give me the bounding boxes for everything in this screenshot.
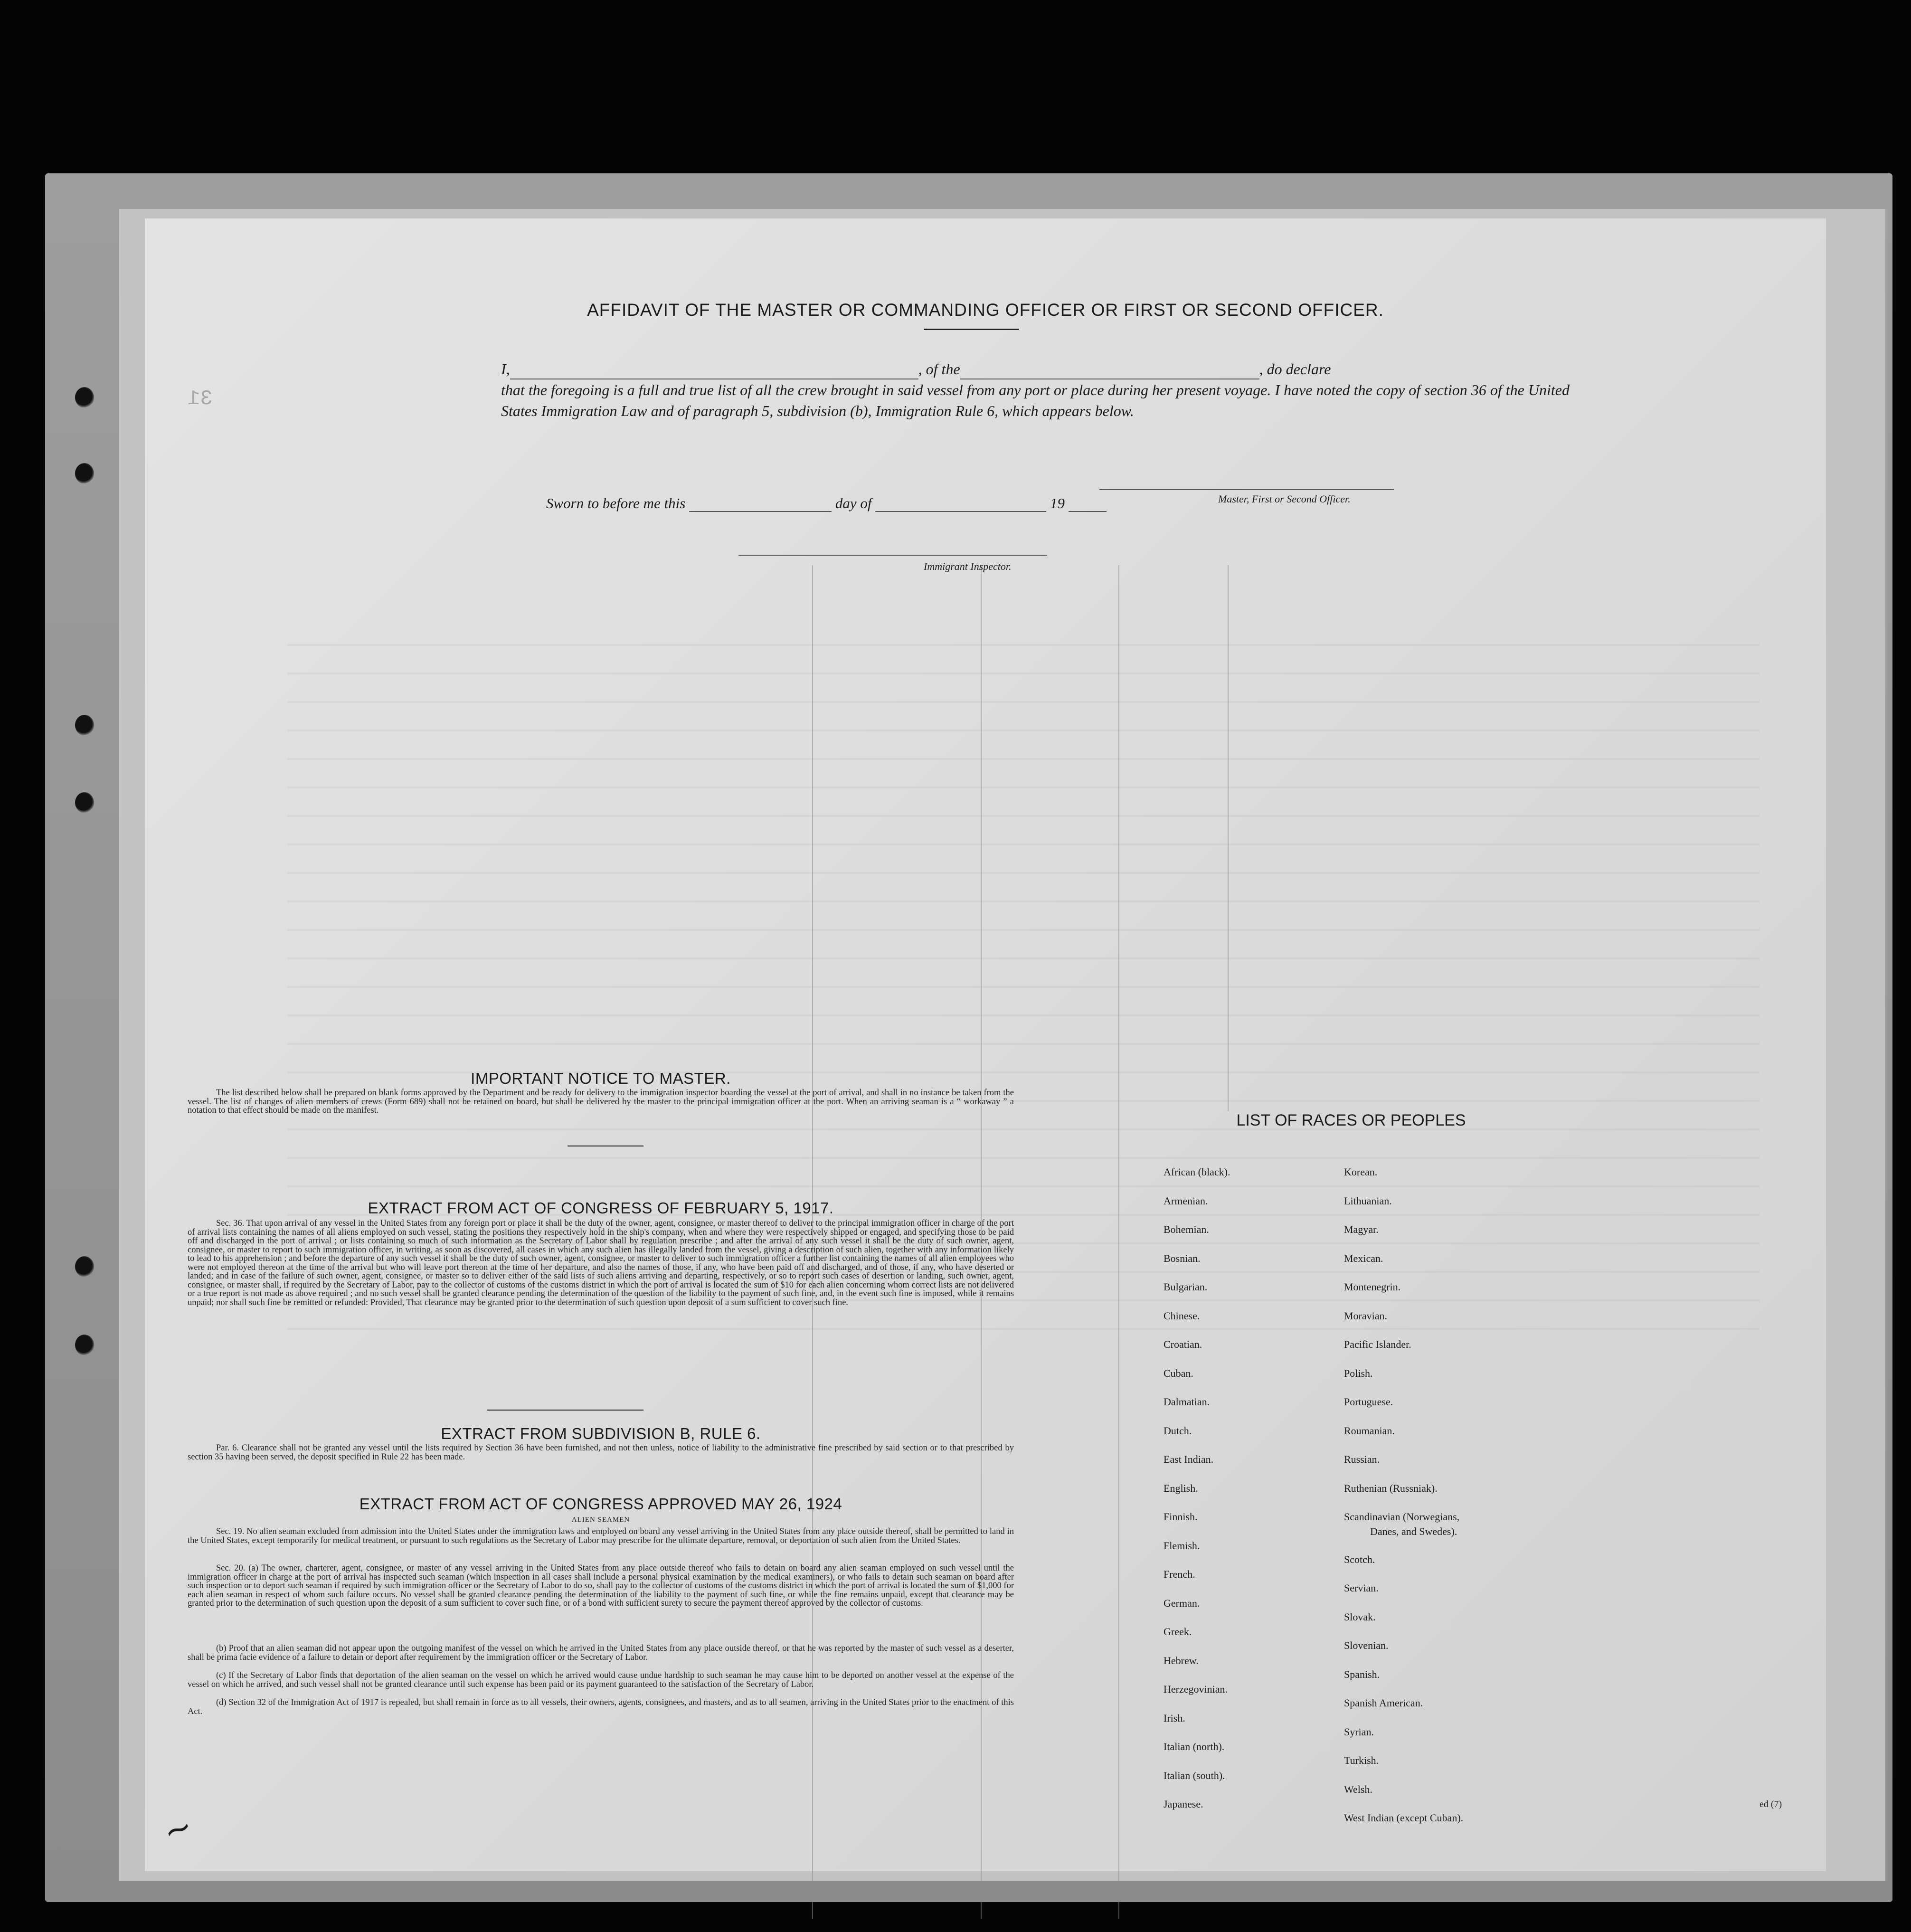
sworn-label: Sworn to before me this <box>546 495 686 511</box>
year-prefix: 19 <box>1050 495 1065 511</box>
inspector-signature-field[interactable] <box>738 540 1047 556</box>
extract-1917-text: Sec. 36. That upon arrival of any vessel in the United States from any foreign port or place it shall be the duty of the owner, agent, consignee, or master thereof to deliver to the principal immigration officer in charge of the port of arrival lists containing the names of all aliens employed on such vessel, stating the positions they respectively hold in the ship's company, when and where they were respectively shipped or engaged, and specifying those to be paid off and discharged in the port of arrival ; or lists containing so much of such information as the Secretary of Labor shall by regulation prescribe ; and after the arrival of any such vessel it shall be the duty of such owner, agent, consignee, or master to report to such immigration officer, in writing, as soon as discovered, all cases in which any such alien has illegally landed from the vessel, giving a description of such alien, together with any information likely to lead to his apprehension ; and before the departure of any such vessel it shall be the duty of such owner, agent, consignee, or master to deliver to such immigration officer a further list containing the names of all alien employees who were not employed thereon at the time of the arrival but who will leave port thereon at the time of her departure, and also the names of those, if any, who have been paid off and discharged, and of those, if any, who have deserted or landed; and in case of the failure of such owner, agent, consignee, or master so to deliver either of the said lists of such aliens arriving and departing, respectively, or so to report such cases of desertion or landing, such owner, agent, consignee, or master shall, if required by the Secretary of Labor, pay to the collector of customs of the customs district in which the port of arrival is located the sum of $10 for each alien concerning whom correct lists are not delivered or a true report is not made as above required ; and no such vessel shall be granted clearance pending the determination of the question of the liability to the payment of such fine, and, in the event such fine is imposed, while it remains unpaid; nor shall such fine be remitted or refunded: Provided, That clearance may be granted prior to the determination of such question upon deposit of a sum sufficient to cover such fine. <box>188 1219 1014 1307</box>
vessel-name-field[interactable] <box>960 364 1259 379</box>
race-item: Syrian. <box>1344 1725 1374 1738</box>
race-item: Armenian. <box>1164 1194 1208 1207</box>
binder-hole <box>75 1335 94 1355</box>
signature-field[interactable] <box>1099 475 1394 490</box>
binder-hole <box>75 387 94 408</box>
extract-1924-sec20b: (b) Proof that an alien seaman did not appear upon the outgoing manifest of the vessel on which he arrived in the United States from any place outside thereof, or that he was reported by the master of such vessel as a deserter, shall be prima facie evidence of a failure to detain or deport after requirement by the immigration officer or the Secretary of Labor. <box>188 1644 1014 1662</box>
race-item: Japanese. <box>1164 1798 1203 1810</box>
race-item: Korean. <box>1344 1166 1378 1178</box>
race-item: Greek. <box>1164 1626 1192 1638</box>
race-item: Montenegrin. <box>1344 1281 1401 1293</box>
race-item: Magyar. <box>1344 1223 1379 1235</box>
sworn-day-field[interactable] <box>689 497 832 512</box>
form-number-note: ed (7) <box>1760 1799 1782 1809</box>
race-item: Turkish. <box>1344 1754 1379 1766</box>
declarant-name-field[interactable] <box>510 364 918 379</box>
binder-hole <box>75 463 94 484</box>
race-item: Herzegovinian. <box>1164 1683 1228 1695</box>
race-item: Scandinavian (Norwegians, <box>1344 1511 1460 1523</box>
faint-ruling <box>1118 565 1119 1919</box>
race-item: Russian. <box>1344 1453 1380 1465</box>
race-item: Dutch. <box>1164 1424 1192 1437</box>
race-item: Servian. <box>1344 1582 1379 1594</box>
race-item: English. <box>1164 1482 1198 1494</box>
extract-1917-title: EXTRACT FROM ACT OF CONGRESS OF FEBRUARY 5, 1917. <box>368 1199 834 1217</box>
declaration-line <box>501 359 1570 379</box>
page-number-bleed: 31 <box>188 387 213 411</box>
race-item: Roumanian. <box>1344 1424 1395 1437</box>
race-item: Spanish American. <box>1344 1697 1423 1709</box>
race-item: Polish. <box>1344 1367 1373 1379</box>
race-item: French. <box>1164 1568 1195 1580</box>
affidavit-form-sheet <box>145 218 1826 1871</box>
race-item: Mexican. <box>1344 1252 1383 1264</box>
race-item: Croatian. <box>1164 1338 1202 1350</box>
extract-1924-subtitle: ALIEN SEAMEN <box>571 1516 630 1524</box>
extract-1924-sec20: Sec. 20. (a) The owner, charterer, agent, consignee, or master of any vessel arriving in the United States from any place outside thereof who fails to detain on board any alien seaman employed on such vessel until the immigration officer in charge at the port of arrival has inspected such seaman (which inspection in all cases shall include a personal physical examination by the medical examiners), or who fails to detain such seaman on board after such inspection or to deport such seaman if required by such immigration officer or the Secretary of Labor to do so, shall pay to the collector of customs of the customs district in which the port of arrival is located the sum of $1,000 for each alien seaman in respect of whom such failure occurs. No vessel shall be granted clearance pending the determination of the liability to the payment of such fine, or while the fine remains unpaid, except that clearance may be granted prior to the determination of such question upon the deposit of a sum sufficient to cover such fine, or of a bond with sufficient surety to secure the payment thereof approved by the collector of customs. <box>188 1563 1014 1608</box>
extract-rule6-title: EXTRACT FROM SUBDIVISION B, RULE 6. <box>441 1425 761 1442</box>
race-item: Irish. <box>1164 1712 1185 1724</box>
declaration-body: that the foregoing is a full and true list of all the crew brought in said vessel from any port or place during her present voyage. I have noted the copy of section 36 of the United States Immigration Law and of paragraph 5, subdivision (b), Immigration Rule 6, which appears below. <box>501 381 1570 419</box>
day-of-label: day of <box>835 495 872 511</box>
binder-hole <box>75 792 94 813</box>
affidavit-title: AFFIDAVIT OF THE MASTER OR COMMANDING OFFICER OR FIRST OR SECOND OFFICER. <box>587 300 1384 320</box>
notice-text: The list described below shall be prepared on blank forms approved by the Department and be ready for delivery to the immigration inspector boarding the vessel at the port of arrival, and shall in no instance be taken from the vessel. The list of changes of alien members of crews (Form 689) shall not be retained on board, but shall be delivered by the master to the principal immigration officer at the port. When an arriving seaman is a “ workaway ” a notation to that effect should be made on the manifest. <box>188 1088 1014 1115</box>
race-item: Portuguese. <box>1344 1396 1393 1408</box>
extract-1924-sec20d: (d) Section 32 of the Immigration Act of 1917 is repealed, but shall remain in force as to all vessels, their owners, agents, consignees, and masters, and as to all seamen, arriving in the United States prior to the enactment of this Act. <box>188 1698 1014 1716</box>
extract-1924-title: EXTRACT FROM ACT OF CONGRESS APPROVED MAY 26, 1924 <box>359 1495 842 1513</box>
title-underline <box>924 329 1019 330</box>
race-item: Cuban. <box>1164 1367 1193 1379</box>
binder-hole <box>75 715 94 736</box>
inspector-label: Immigrant Inspector. <box>924 560 1012 572</box>
section-divider <box>487 1410 643 1411</box>
races-title: LIST OF RACES OR PEOPLES <box>1236 1111 1466 1129</box>
race-item: Bohemian. <box>1164 1223 1209 1235</box>
race-item: German. <box>1164 1597 1200 1609</box>
race-item: African (black). <box>1164 1166 1230 1178</box>
notice-title: IMPORTANT NOTICE TO MASTER. <box>471 1070 731 1087</box>
signature-label: Master, First or Second Officer. <box>1218 493 1351 505</box>
declarant-pronoun: I, <box>501 360 510 378</box>
race-item: Scotch. <box>1344 1553 1375 1565</box>
extract-1924-sec20c: (c) If the Secretary of Labor finds that deportation of the alien seaman on the vessel on which he arrived would cause undue hardship to such seaman he may cause him to be deported on another vessel at the expense of the vessel on which he arrived, and such vessel shall not be granted clearance until such expense has been paid or its payment guaranteed to the satisfaction of the Secretary of Labor. <box>188 1671 1014 1689</box>
extract-1924-sec19: Sec. 19. No alien seaman excluded from admission into the United States under the immigration laws and employed on board any vessel arriving in the United States from any place outside thereof, shall be permitted to land in the United States, except temporarily for medical treatment, or pursuant to such regulations as the Secretary of Labor may prescribe for the ultimate departure, removal, or deportation of such alien from the United States. <box>188 1527 1014 1545</box>
binder-hole <box>75 1256 94 1277</box>
sworn-month-field[interactable] <box>875 497 1046 512</box>
race-item: Flemish. <box>1164 1539 1200 1552</box>
race-item: Moravian. <box>1344 1309 1388 1322</box>
faint-ruling <box>1228 565 1229 1111</box>
race-item: East Indian. <box>1164 1453 1214 1465</box>
race-item: Ruthenian (Russniak). <box>1344 1482 1438 1494</box>
pencil-mark: ~ <box>158 1806 198 1852</box>
sworn-year-field[interactable] <box>1069 497 1107 512</box>
affidavit-text <box>501 359 1570 421</box>
race-item: Bosnian. <box>1164 1252 1201 1264</box>
race-item: Finnish. <box>1164 1511 1198 1523</box>
race-item: Dalmatian. <box>1164 1396 1210 1408</box>
race-item: Welsh. <box>1344 1783 1372 1795</box>
race-item: Italian (south). <box>1164 1769 1225 1781</box>
race-item: Lithuanian. <box>1344 1194 1392 1207</box>
race-item: Slovenian. <box>1344 1639 1389 1651</box>
do-declare-label: , do declare <box>1259 360 1331 378</box>
race-item: West Indian (except Cuban). <box>1344 1812 1464 1824</box>
race-item: Chinese. <box>1164 1309 1200 1322</box>
race-item: Hebrew. <box>1164 1654 1199 1667</box>
race-item: Bulgarian. <box>1164 1281 1208 1293</box>
sworn-line <box>546 495 1107 512</box>
race-item: Pacific Islander. <box>1344 1338 1411 1350</box>
race-item: Italian (north). <box>1164 1741 1225 1752</box>
race-item: Slovak. <box>1344 1610 1376 1623</box>
race-item: Danes, and Swedes). <box>1370 1525 1457 1537</box>
of-the-label: , of the <box>918 360 960 378</box>
race-item: Spanish. <box>1344 1668 1380 1680</box>
extract-rule6-text: Par. 6. Clearance shall not be granted any vessel until the lists required by Section 36 have been furnished, and not then unless, notice of liability to the administrative fine prescribed by said section or to that prescribed by section 35 having been served, the deposit specified in Rule 22 has been made. <box>188 1443 1014 1462</box>
